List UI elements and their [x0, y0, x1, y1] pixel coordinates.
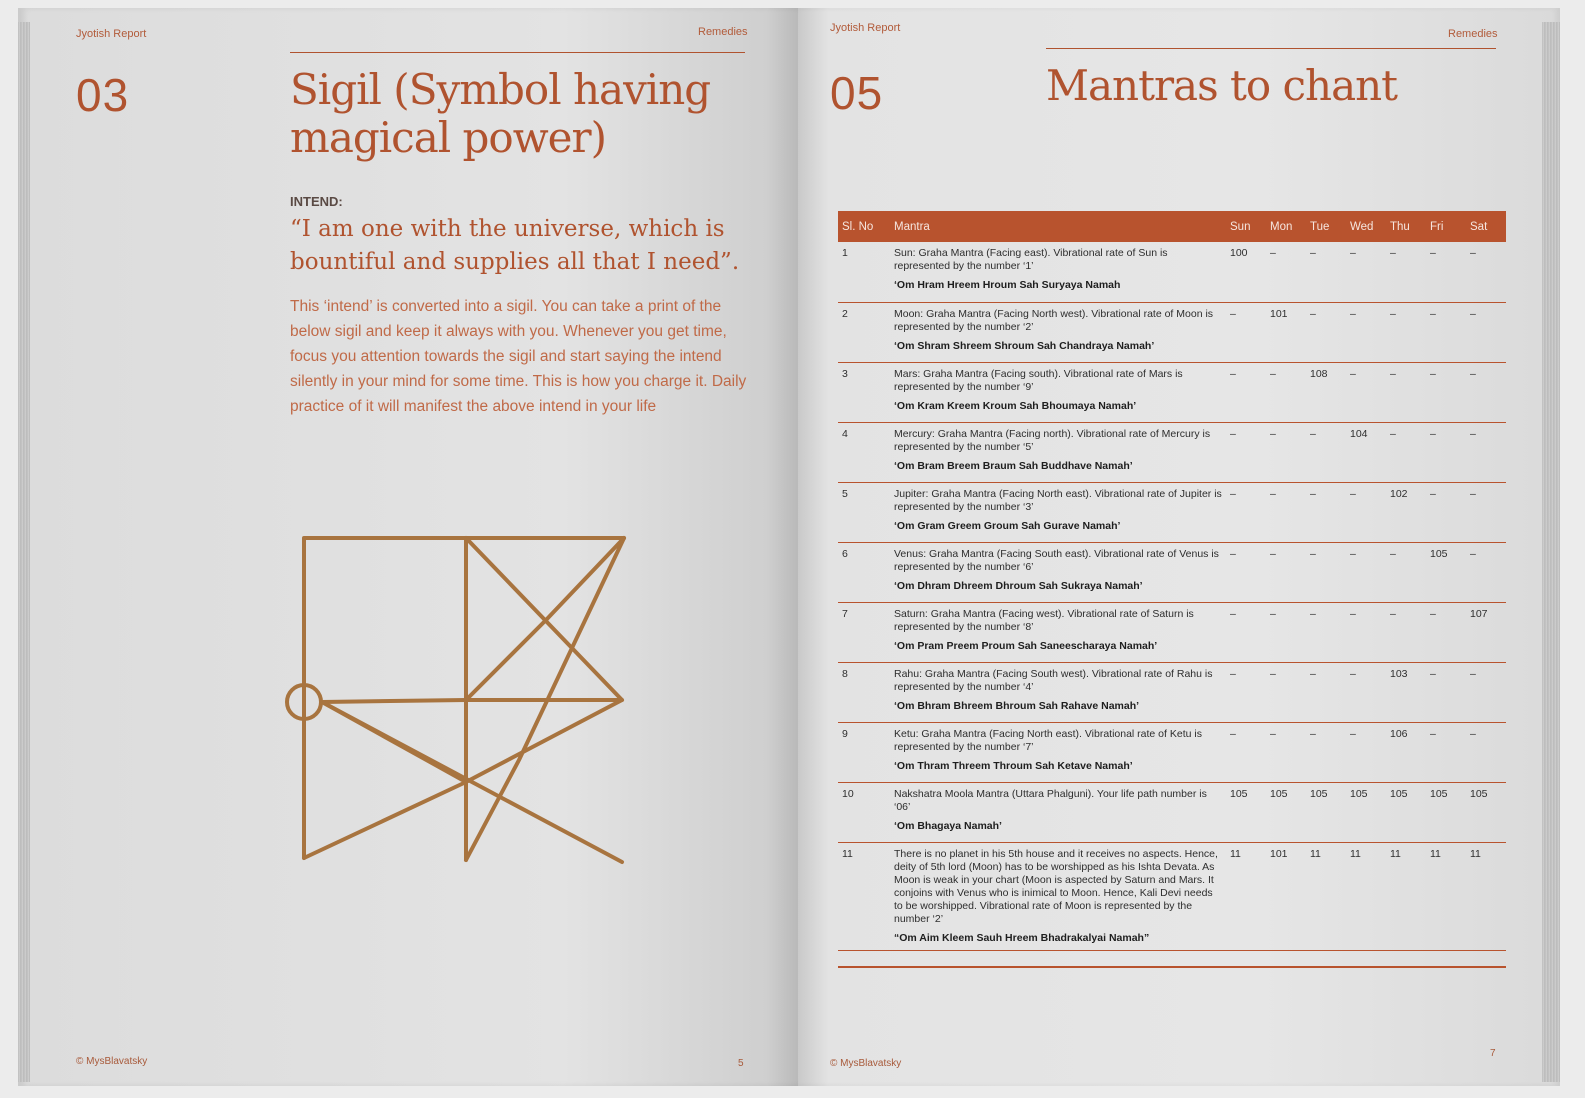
mantra-text: ‘Om Shram Shreem Shroum Sah Chandraya Namah’ [894, 339, 1155, 352]
cell-day-value: – [1426, 482, 1466, 542]
cell-day-value: – [1466, 422, 1506, 482]
cell-day-value: – [1426, 422, 1466, 482]
mantra-text: ‘Om Hram Hreem Hroum Sah Suryaya Namah [894, 279, 1121, 291]
table-row [838, 782, 1506, 842]
page-title-line1: Sigil (Symbol having [290, 65, 711, 114]
cell-day-value: 105 [1226, 782, 1266, 842]
col-mon: Mon [1266, 211, 1306, 242]
right-page [798, 8, 1560, 1086]
cell-day-value: – [1226, 302, 1266, 362]
cell-day-value: – [1266, 602, 1306, 662]
mantra-text: ‘Om Bhagaya Namah’ [894, 819, 1002, 832]
mantra-description: Ketu: Graha Mantra (Facing North east). Vibrational rate of Ketu is represented by the number ‘7’ [894, 727, 1202, 753]
cell-day-value: – [1266, 542, 1306, 602]
page-edges [1542, 22, 1560, 1082]
cell-day-value: – [1266, 242, 1306, 302]
cell-day-value: – [1386, 422, 1426, 482]
cell-day-value: 107 [1466, 602, 1506, 662]
cell-day-value: – [1346, 242, 1386, 302]
cell-day-value: – [1226, 602, 1266, 662]
cell-day-value: 105 [1426, 542, 1466, 602]
cell-day-value: – [1226, 722, 1266, 782]
cell-day-value: – [1346, 662, 1386, 722]
mantra-text: ‘Om Kram Kreem Kroum Sah Bhoumaya Namah’ [894, 399, 1137, 412]
cell-day-value: 103 [1386, 662, 1426, 722]
col-tue: Tue [1306, 211, 1346, 242]
cell-mantra [890, 542, 1226, 602]
cell-day-value: – [1466, 362, 1506, 422]
cell-day-value: – [1386, 362, 1426, 422]
cell-day-value: – [1306, 662, 1346, 722]
cell-mantra [890, 302, 1226, 362]
table-row [838, 242, 1506, 302]
mantra-description: Rahu: Graha Mantra (Facing South west). Vibrational rate of Rahu is represented by the number ‘4’ [894, 667, 1213, 693]
title-rule [1046, 48, 1496, 49]
mantra-text: ‘Om Dhram Dhreem Dhroum Sah Sukraya Namah’ [894, 579, 1143, 592]
cell-day-value: 105 [1386, 782, 1426, 842]
cell-day-value: 105 [1346, 782, 1386, 842]
cell-day-value: – [1306, 422, 1346, 482]
cell-day-value: – [1426, 662, 1466, 722]
intend-label: INTEND: [290, 194, 343, 209]
cell-mantra [890, 722, 1226, 782]
cell-day-value: – [1306, 302, 1346, 362]
cell-day-value: – [1386, 302, 1426, 362]
col-wed: Wed [1346, 211, 1386, 242]
col-thu: Thu [1386, 211, 1426, 242]
cell-day-value: – [1226, 362, 1266, 422]
table-row [838, 362, 1506, 422]
table-row [838, 542, 1506, 602]
cell-day-value: – [1306, 542, 1346, 602]
cell-mantra [890, 602, 1226, 662]
page-number: 5 [738, 1058, 744, 1069]
header-report-title: Jyotish Report [830, 22, 901, 34]
cell-day-value: – [1386, 602, 1426, 662]
header-report-title: Jyotish Report [76, 28, 147, 40]
cell-day-value: 11 [1386, 842, 1426, 950]
col-sun: Sun [1226, 211, 1266, 242]
cell-day-value: 105 [1466, 782, 1506, 842]
cell-day-value: 101 [1266, 302, 1306, 362]
cell-day-value: – [1266, 422, 1306, 482]
mantra-description: Nakshatra Moola Mantra (Uttara Phalguni). Your life path number is ‘06’ [894, 787, 1207, 813]
mantra-text: ‘Om Bhram Bhreem Bhroum Sah Rahave Namah’ [894, 699, 1140, 712]
cell-sl-no: 2 [838, 302, 890, 362]
cell-mantra [890, 782, 1226, 842]
cell-day-value: – [1346, 602, 1386, 662]
sigil-symbol [274, 528, 634, 878]
mantra-text: ‘Om Bram Breem Braum Sah Buddhave Namah’ [894, 459, 1133, 472]
cell-day-value: 106 [1386, 722, 1426, 782]
cell-sl-no: 10 [838, 782, 890, 842]
cell-mantra [890, 482, 1226, 542]
cell-day-value: – [1466, 482, 1506, 542]
cell-day-value: – [1266, 482, 1306, 542]
page-title-line2: magical power) [290, 113, 606, 162]
cell-day-value: – [1306, 242, 1346, 302]
table-row [838, 482, 1506, 542]
col-fri: Fri [1426, 211, 1466, 242]
cell-day-value: – [1466, 662, 1506, 722]
header-section: Remedies [698, 26, 748, 38]
cell-day-value: – [1346, 722, 1386, 782]
table-header-row [838, 211, 1506, 242]
header-section: Remedies [1448, 28, 1498, 40]
mantra-description: Venus: Graha Mantra (Facing South east). Vibrational rate of Venus is represented by the number ‘6’ [894, 547, 1219, 573]
cell-day-value: – [1226, 542, 1266, 602]
cell-day-value: – [1226, 662, 1266, 722]
mantra-description: Moon: Graha Mantra (Facing North west). Vibrational rate of Moon is represented by the number ‘2’ [894, 307, 1214, 333]
cell-day-value: – [1306, 482, 1346, 542]
page-number: 7 [1490, 1048, 1496, 1059]
title-rule [290, 52, 745, 53]
mantra-text: “Om Aim Kleem Sauh Hreem Bhadrakalyai Namah” [894, 931, 1150, 944]
cell-sl-no: 7 [838, 602, 890, 662]
cell-sl-no: 4 [838, 422, 890, 482]
cell-day-value: – [1426, 602, 1466, 662]
table-row [838, 602, 1506, 662]
cell-mantra [890, 842, 1226, 950]
cell-sl-no: 6 [838, 542, 890, 602]
cell-day-value: – [1346, 482, 1386, 542]
cell-day-value: – [1386, 242, 1426, 302]
cell-day-value: – [1466, 542, 1506, 602]
cell-mantra [890, 242, 1226, 302]
cell-mantra [890, 662, 1226, 722]
mantra-text: ‘Om Pram Preem Proum Sah Saneescharaya Namah’ [894, 639, 1158, 652]
cell-sl-no: 1 [838, 242, 890, 302]
mantra-description: Sun: Graha Mantra (Facing east). Vibrational rate of Sun is represented by the number ‘1’ [894, 247, 1168, 272]
cell-day-value: – [1466, 242, 1506, 302]
cell-day-value: – [1266, 722, 1306, 782]
cell-day-value: – [1346, 542, 1386, 602]
cell-day-value: – [1346, 302, 1386, 362]
cell-sl-no: 9 [838, 722, 890, 782]
mantras-table [838, 211, 1506, 951]
col-sat: Sat [1466, 211, 1506, 242]
mantra-description: Saturn: Graha Mantra (Facing west). Vibrational rate of Saturn is represented by the number ‘8’ [894, 607, 1194, 633]
table-end-rule [838, 966, 1506, 968]
cell-day-value: 11 [1426, 842, 1466, 950]
quote-line: bountiful and supplies all that I need”. [290, 249, 740, 275]
cell-day-value: – [1466, 722, 1506, 782]
table-row [838, 302, 1506, 362]
cell-day-value: 105 [1266, 782, 1306, 842]
cell-day-value: – [1426, 362, 1466, 422]
sigil-instructions: This ‘intend’ is converted into a sigil. You can take a print of the below sigil and keep it always with you. Whenever you get time, focus you attention towards the sigil and start saying the intend silently in your mind for some time. This is how you charge it. Daily practice of it will manifest the above intend in your life [290, 298, 747, 415]
left-page [18, 8, 798, 1086]
cell-day-value: – [1266, 662, 1306, 722]
cell-day-value: 105 [1306, 782, 1346, 842]
section-number: 05 [830, 67, 884, 119]
footer-brand: © MysBlavatsky [76, 1056, 148, 1067]
mantra-description: There is no planet in his 5th house and it receives no aspects. Hence, deity of 5th lord (Moon) has to be worshipped as his Ishta Devata. As Moon is weak in your chart (Moon is aspected by Saturn and Mars. It conjoins with Venus who is inimical to Moon. Hence, Kali Devi needs to be worshipped. Vibrational rate of Moon is represented by the number ‘2’ [894, 847, 1218, 925]
mantra-description: Jupiter: Graha Mantra (Facing North east). Vibrational rate of Jupiter is represented by the number ‘3’ [894, 487, 1222, 513]
cell-day-value: 102 [1386, 482, 1426, 542]
page-title: Mantras to chant [1046, 61, 1398, 110]
page-edges [18, 22, 30, 1082]
cell-day-value: 108 [1306, 362, 1346, 422]
quote-line: “I am one with the universe, which is [290, 216, 725, 242]
table-row [838, 662, 1506, 722]
cell-day-value: 105 [1426, 782, 1466, 842]
table-row [838, 722, 1506, 782]
mantra-description: Mars: Graha Mantra (Facing south). Vibrational rate of Mars is represented by the number ‘9’ [894, 367, 1183, 393]
cell-day-value: 11 [1346, 842, 1386, 950]
col-sl-no: Sl. No [838, 211, 890, 242]
cell-day-value: – [1226, 422, 1266, 482]
cell-day-value: 11 [1466, 842, 1506, 950]
cell-day-value: 11 [1306, 842, 1346, 950]
table-row [838, 422, 1506, 482]
cell-sl-no: 8 [838, 662, 890, 722]
section-number: 03 [76, 69, 130, 121]
cell-sl-no: 5 [838, 482, 890, 542]
mantra-text: ‘Om Thram Threem Throum Sah Ketave Namah’ [894, 759, 1133, 772]
cell-sl-no: 3 [838, 362, 890, 422]
cell-mantra [890, 422, 1226, 482]
open-book [8, 4, 1576, 1092]
intend-quote [290, 213, 740, 279]
cell-day-value: – [1306, 722, 1346, 782]
cell-day-value: – [1306, 602, 1346, 662]
mantra-text: ‘Om Gram Greem Groum Sah Gurave Namah’ [894, 519, 1121, 532]
cell-day-value: – [1466, 302, 1506, 362]
cell-day-value: 100 [1226, 242, 1266, 302]
cell-mantra [890, 362, 1226, 422]
cell-day-value: 11 [1226, 842, 1266, 950]
cell-day-value: – [1426, 722, 1466, 782]
mantra-description: Mercury: Graha Mantra (Facing north). Vibrational rate of Mercury is represented by the number ‘5’ [894, 427, 1211, 453]
table-body [838, 242, 1506, 950]
cell-day-value: 104 [1346, 422, 1386, 482]
footer-brand: © MysBlavatsky [830, 1058, 902, 1069]
cell-sl-no: 11 [838, 842, 890, 950]
cell-day-value: – [1266, 362, 1306, 422]
cell-day-value: – [1386, 542, 1426, 602]
table-row [838, 842, 1506, 950]
cell-day-value: – [1426, 302, 1466, 362]
cell-day-value: – [1346, 362, 1386, 422]
cell-day-value: – [1226, 482, 1266, 542]
cell-day-value: 101 [1266, 842, 1306, 950]
col-mantra: Mantra [890, 211, 1226, 242]
cell-day-value: – [1426, 242, 1466, 302]
